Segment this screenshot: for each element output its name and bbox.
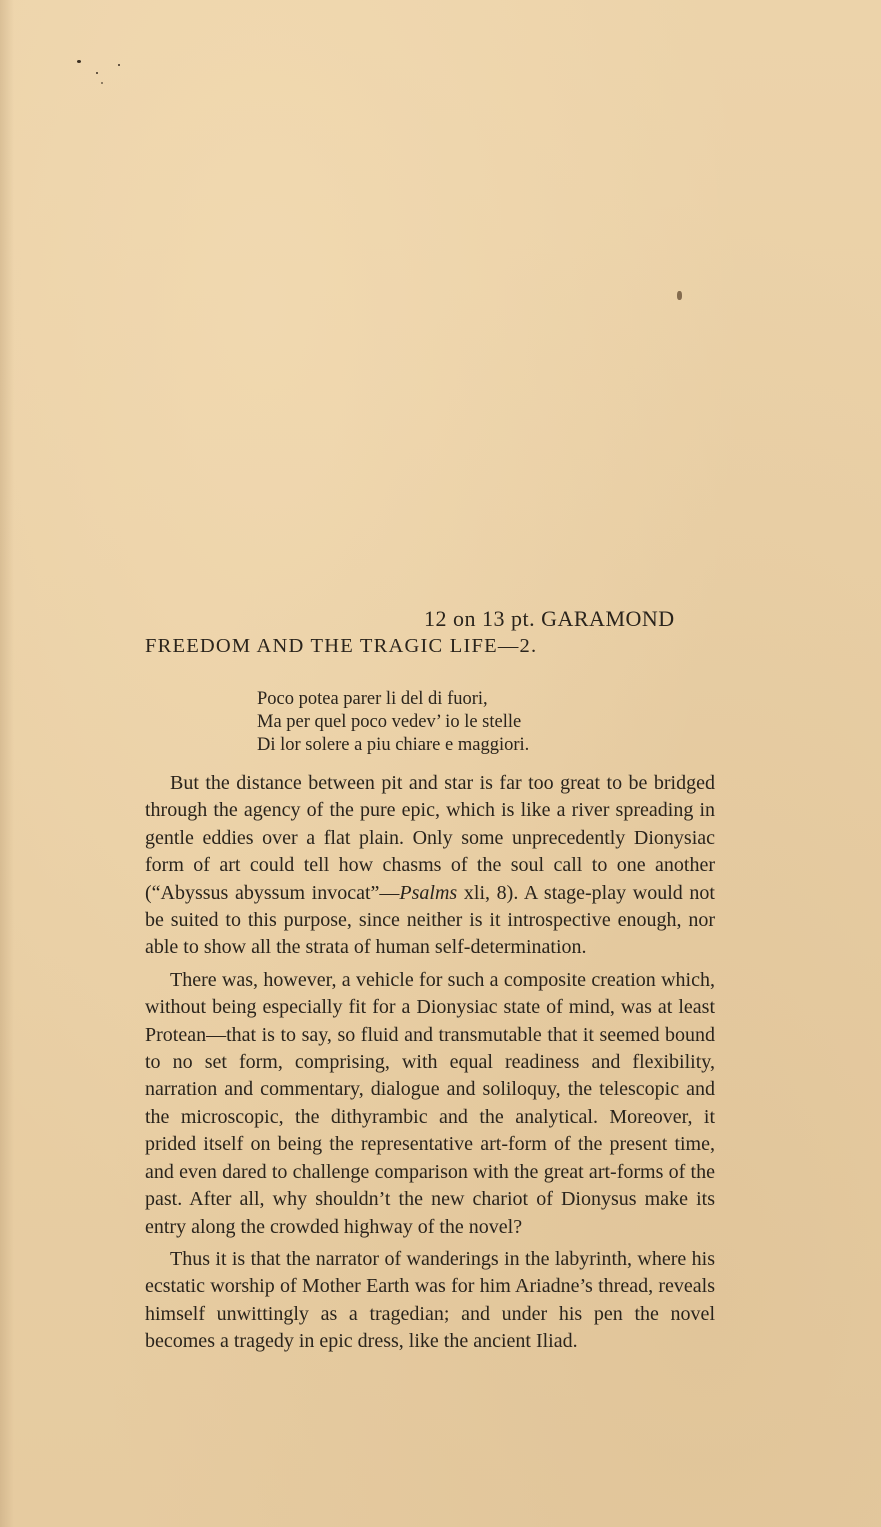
ink-speck [96, 72, 98, 74]
citation-italic: Psalms [399, 881, 458, 904]
verse-line: Di lor solere a piu chiare e maggiori. [257, 735, 530, 755]
verse-epigraph [257, 688, 529, 757]
paper-stain [677, 291, 682, 300]
page-title: FREEDOM AND THE TRAGIC LIFE—2. [145, 635, 538, 657]
paragraph-1-text: But the distance between pit and star is far too great to be bridged through the agency of the pure epic, which is like a river spreading in gentle eddies over a flat plain. Only some unprecedently Dionysiac form of art could tell how chasms of the soul call to one another (“Abyssus abyssum invocat”— [145, 772, 715, 904]
verse-line: Ma per quel poco vedev’ io le stelle [257, 712, 522, 732]
type-specimen-label: 12 on 13 pt. GARAMOND [424, 606, 675, 631]
paragraph-1 [145, 770, 715, 962]
paragraph-1-text-cont: xli, 8). A stage-play would not be suited to this purpose, since neither is it introspective enough, nor able to show all the strata of human self-determination. [145, 881, 715, 959]
paper-edge-shading [0, 0, 14, 1527]
verse-line: Poco potea parer li del di fuori, [257, 689, 488, 709]
body-text [145, 770, 715, 1356]
ink-speck [77, 60, 81, 63]
ink-speck [101, 82, 103, 84]
ink-speck [118, 64, 120, 66]
paragraph-2: There was, however, a vehicle for such a composite creation which, without being especially fit for a Dionysiac state of mind, was at least Protean—that is to say, so fluid and transmutable that it seemed bound to no set form, comprising, with equal readiness and flexibility, narration and commentary, dialogue and soliloquy, the telescopic and the microscopic, the dithyrambic and the analytical. Moreover, it prided itself on being the representative art-form of the present time, and even dared to challenge comparison with the great art-forms of the past. After all, why shouldn’t the new chariot of Dionysus make its entry along the crowded highway of the novel? [145, 968, 715, 1238]
paragraph-3: Thus it is that the narrator of wanderings in the labyrinth, where his ecstatic worship of Mother Earth was for him Ariadne’s thread, reveals himself unwittingly as a tragedian; and under his pen the novel becomes a tragedy in epic dress, like the ancient Iliad. [145, 1247, 715, 1353]
